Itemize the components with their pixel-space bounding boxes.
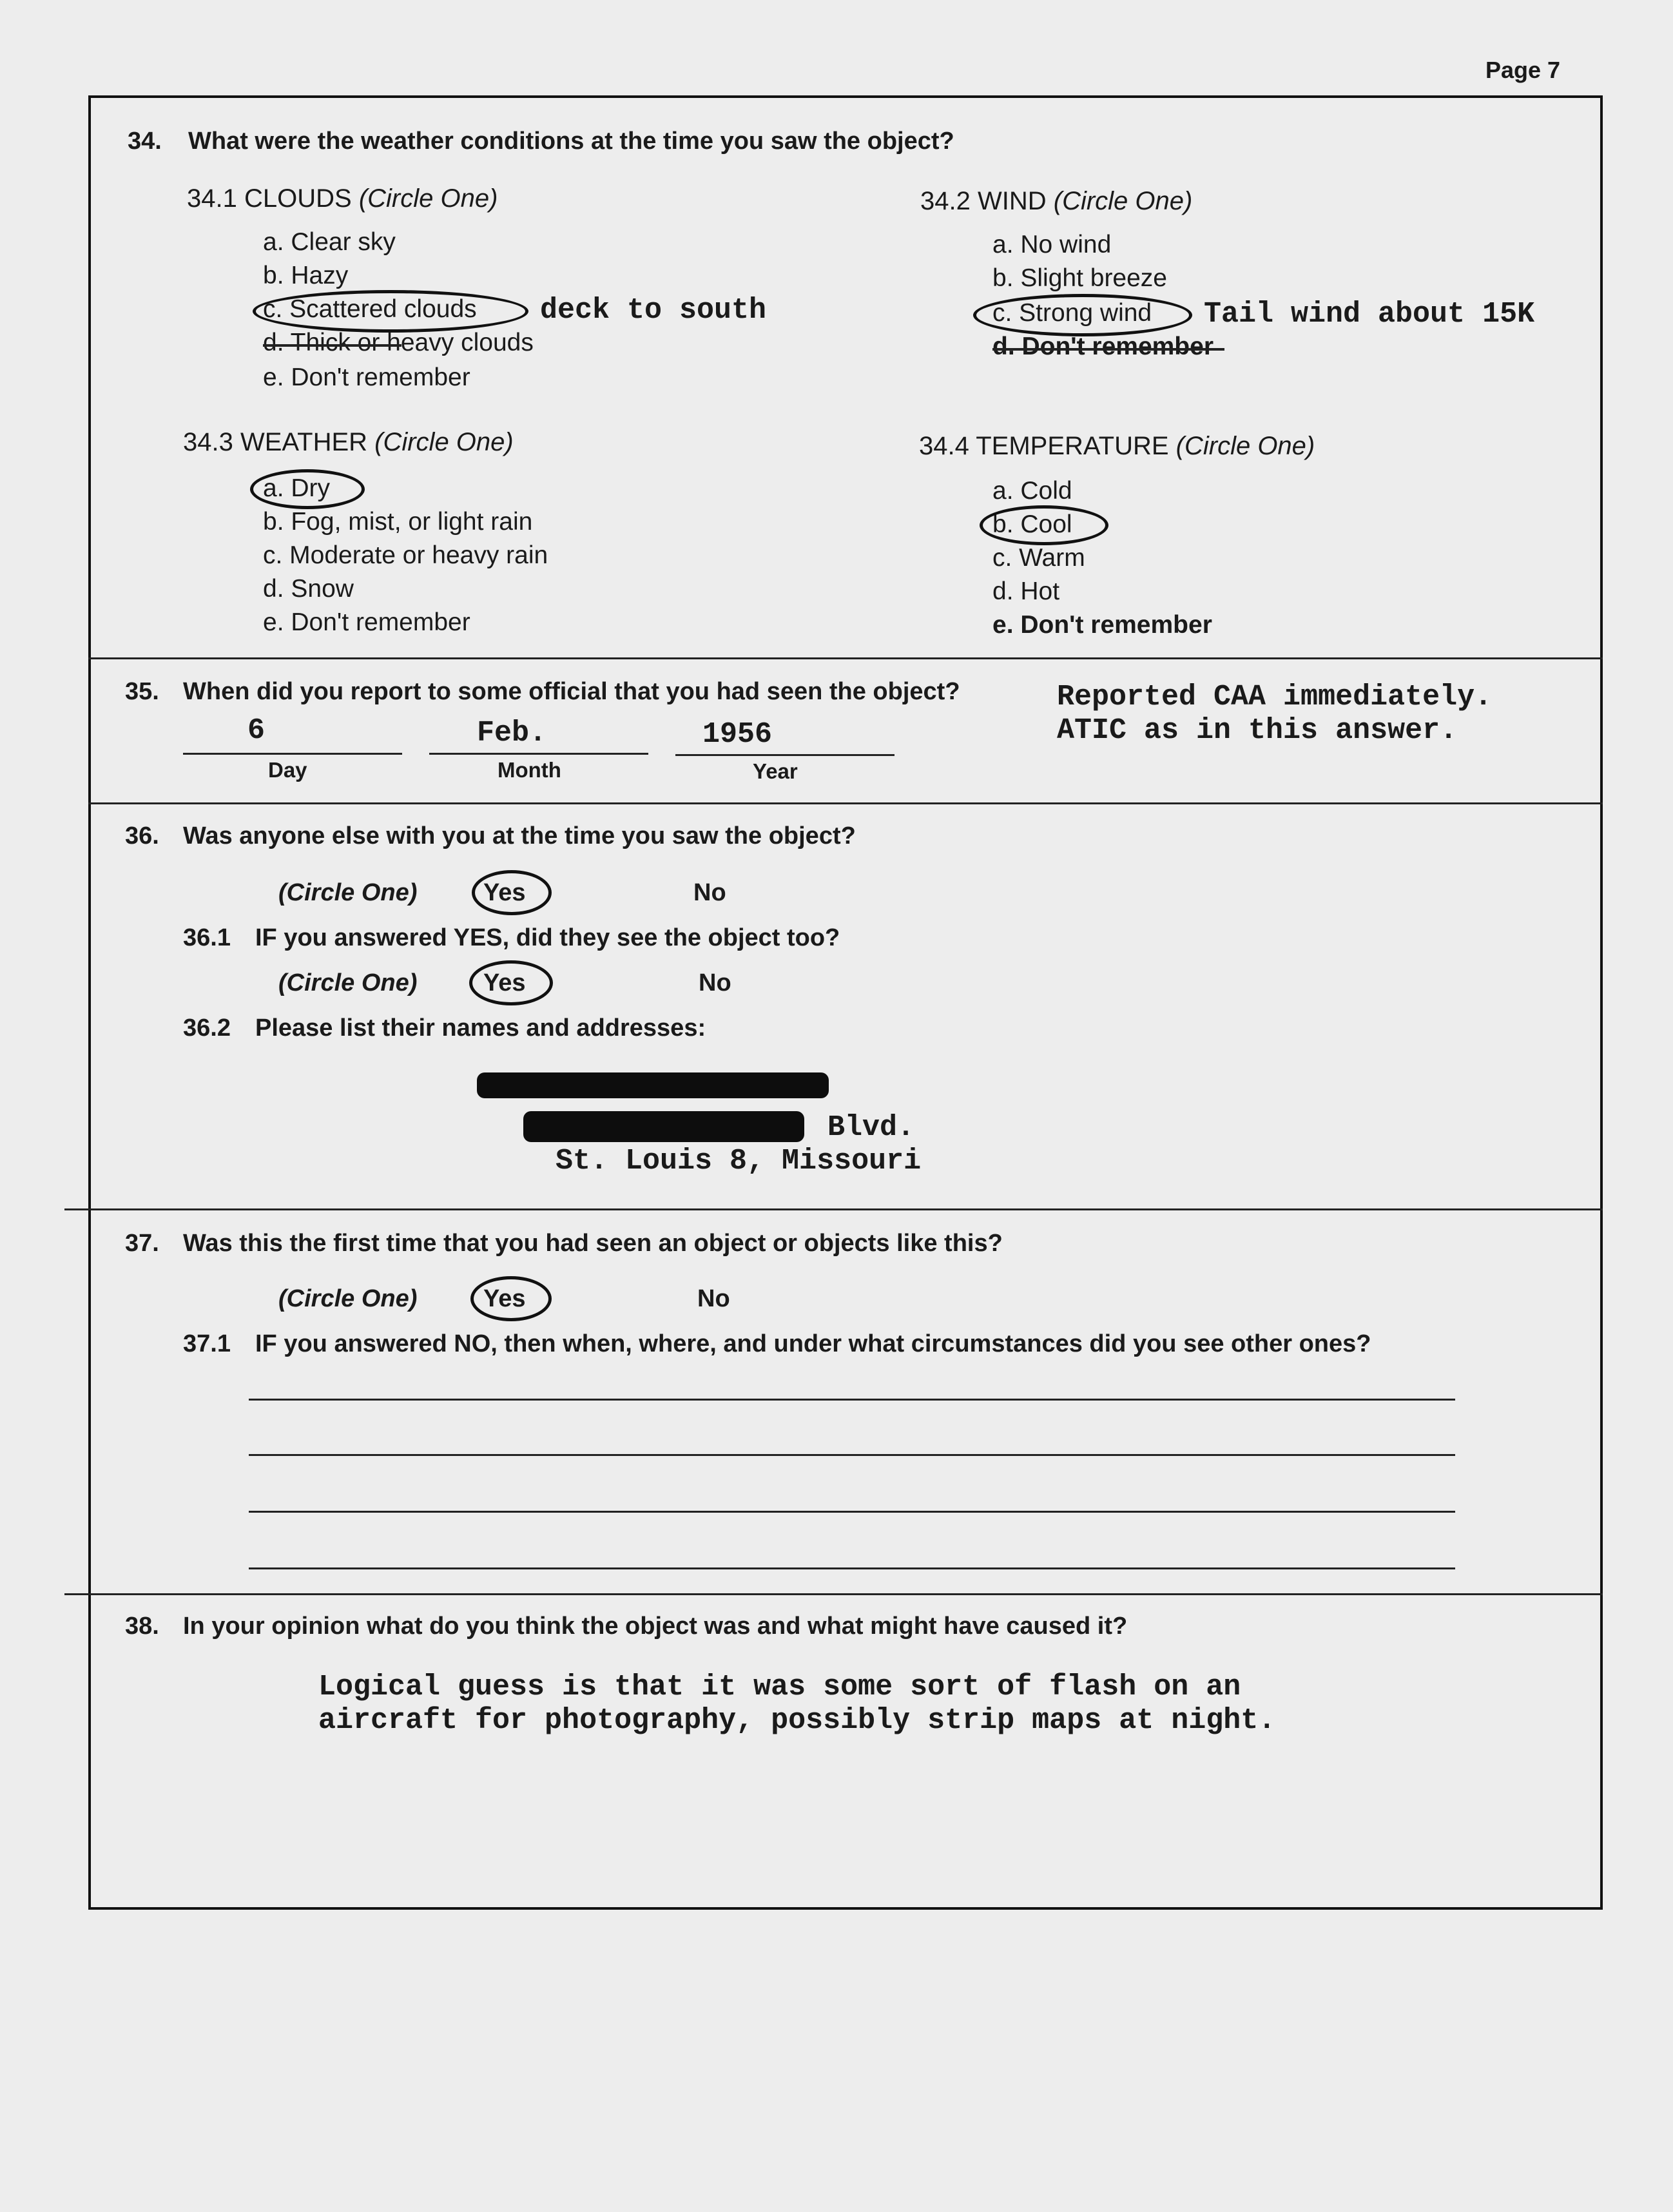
weather-selection-circle <box>250 469 365 509</box>
wind-note: Tail wind about 15K <box>1204 298 1535 331</box>
wind-selection-circle <box>973 294 1192 336</box>
divider-37-38 <box>64 1593 1603 1595</box>
wind-option-b[interactable]: b. Slight breeze <box>992 264 1168 292</box>
q36-1-no[interactable]: No <box>699 969 731 996</box>
q36-yes[interactable]: Yes <box>483 879 526 906</box>
q35-day-label: Day <box>268 758 307 782</box>
q37-answer-line-1[interactable] <box>249 1399 1455 1401</box>
divider-35-36 <box>88 802 1603 804</box>
q37-question: Was this the first time that you had seen an object or objects like this? <box>183 1230 1003 1257</box>
divider-34-35 <box>88 657 1603 659</box>
wind-option-c[interactable]: c. Strong wind <box>992 299 1152 327</box>
q36-number: 36. <box>125 822 159 849</box>
q36-1-question: IF you answered YES, did they see the object too? <box>255 924 840 951</box>
weather-option-d[interactable]: d. Snow <box>263 575 354 603</box>
q37-number: 37. <box>125 1230 159 1257</box>
q36-no[interactable]: No <box>693 879 726 906</box>
q36-2-number: 36.2 <box>183 1014 231 1042</box>
q35-month-line <box>429 753 648 755</box>
clouds-option-e[interactable]: e. Don't remember <box>263 364 470 391</box>
q38-number: 38. <box>125 1613 159 1640</box>
weather-heading <box>183 428 514 457</box>
weather-number: 34.3 <box>183 428 233 456</box>
q37-no[interactable]: No <box>697 1285 730 1312</box>
q37-yes[interactable]: Yes <box>483 1285 526 1312</box>
q35-month-value[interactable]: Feb. <box>477 717 547 750</box>
redacted-street-block <box>523 1111 804 1142</box>
clouds-heading <box>187 184 498 213</box>
divider-36-37 <box>64 1208 1603 1210</box>
q35-month-label: Month <box>498 758 561 782</box>
address-line2: St. Louis 8, Missouri <box>556 1145 922 1178</box>
clouds-option-b[interactable]: b. Hazy <box>263 262 349 289</box>
q36-2-question: Please list their names and addresses: <box>255 1014 706 1042</box>
redacted-name-block <box>477 1072 829 1098</box>
q36-1-number: 36.1 <box>183 924 231 951</box>
q35-year-label: Year <box>753 759 798 783</box>
q37-answer-line-4[interactable] <box>249 1567 1455 1569</box>
q37-yes-circle <box>470 1276 552 1321</box>
clouds-option-d[interactable]: d. Thick or heavy clouds <box>263 329 534 356</box>
q35-day-line <box>183 753 402 755</box>
weather-instruction: (Circle One) <box>374 428 514 456</box>
clouds-option-a[interactable]: a. Clear sky <box>263 228 396 256</box>
temperature-option-e[interactable]: e. Don't remember <box>992 611 1212 639</box>
clouds-title: CLOUDS <box>244 184 352 213</box>
q35-note-line1: Reported CAA immediately. <box>1057 681 1493 713</box>
wind-option-d-strike <box>992 348 1224 351</box>
q35-year-value[interactable]: 1956 <box>702 718 773 751</box>
weather-option-a[interactable]: a. Dry <box>263 474 331 502</box>
q35-day-value[interactable]: 6 <box>247 714 266 747</box>
q36-1-yes-circle <box>469 960 553 1005</box>
clouds-note: deck to south <box>540 294 767 327</box>
q36-question: Was anyone else with you at the time you saw the object? <box>183 822 856 849</box>
q38-question: In your opinion what do you think the object was and what might have caused it? <box>183 1613 1128 1640</box>
q37-circle-one: (Circle One) <box>278 1285 418 1312</box>
clouds-option-c[interactable]: c. Scattered clouds <box>263 295 477 323</box>
clouds-selection-circle <box>253 290 528 333</box>
q36-circle-one: (Circle One) <box>278 879 418 906</box>
q37-1-number: 37.1 <box>183 1330 231 1357</box>
q35-number: 35. <box>125 678 159 705</box>
temperature-title: TEMPERATURE <box>976 432 1169 460</box>
weather-option-b[interactable]: b. Fog, mist, or light rain <box>263 508 533 536</box>
temperature-selection-circle <box>980 505 1108 545</box>
q35-year-line <box>675 754 895 756</box>
temperature-option-c[interactable]: c. Warm <box>992 544 1085 572</box>
temperature-instruction: (Circle One) <box>1175 432 1315 460</box>
temperature-option-d[interactable]: d. Hot <box>992 577 1060 605</box>
q36-1-circle-one: (Circle One) <box>278 969 418 996</box>
wind-title: WIND <box>977 187 1047 215</box>
temperature-option-b[interactable]: b. Cool <box>992 510 1072 538</box>
q38-answer-line1: Logical guess is that it was some sort of flash on an <box>318 1671 1241 1703</box>
weather-title: WEATHER <box>240 428 368 456</box>
q37-1-question: IF you answered NO, then when, where, and under what circumstances did you see other ones? <box>255 1330 1371 1357</box>
q36-1-yes[interactable]: Yes <box>483 969 526 996</box>
q34-question: What were the weather conditions at the time you saw the object? <box>188 128 954 155</box>
q37-answer-line-2[interactable] <box>249 1454 1455 1456</box>
temperature-heading <box>919 432 1315 461</box>
clouds-option-d-strike <box>263 344 401 347</box>
weather-option-c[interactable]: c. Moderate or heavy rain <box>263 541 548 569</box>
clouds-instruction: (Circle One) <box>358 184 498 213</box>
page-number: Page 7 <box>1485 57 1561 83</box>
q38-answer-line2: aircraft for photography, possibly strip maps at night. <box>318 1704 1276 1737</box>
wind-instruction: (Circle One) <box>1053 187 1193 215</box>
q34-number: 34. <box>128 128 162 155</box>
wind-option-d[interactable]: d. Don't remember <box>992 333 1214 360</box>
address-line1: Blvd. <box>827 1111 915 1144</box>
q37-answer-line-3[interactable] <box>249 1511 1455 1513</box>
temperature-number: 34.4 <box>919 432 969 460</box>
q36-yes-circle <box>472 870 552 915</box>
wind-option-a[interactable]: a. No wind <box>992 231 1112 258</box>
clouds-number: 34.1 <box>187 184 237 213</box>
q35-note-line2: ATIC as in this answer. <box>1057 714 1458 747</box>
wind-heading <box>920 187 1192 216</box>
wind-number: 34.2 <box>920 187 971 215</box>
q35-question: When did you report to some official that you had seen the object? <box>183 678 960 705</box>
weather-option-e[interactable]: e. Don't remember <box>263 608 470 636</box>
temperature-option-a[interactable]: a. Cold <box>992 477 1072 505</box>
